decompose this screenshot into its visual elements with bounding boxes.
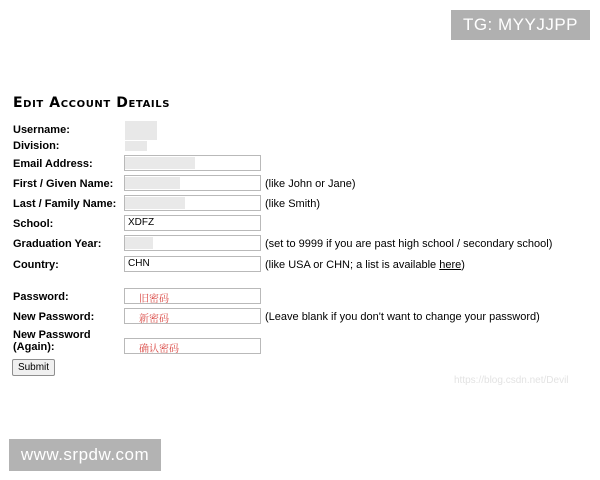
last-name-hint: (like Smith) (265, 198, 321, 210)
username-redacted-value (125, 121, 157, 140)
country-hint-suffix: ) (461, 259, 465, 271)
email-blurred-value (125, 157, 195, 169)
country-label: Country: (13, 259, 59, 271)
username-label: Username: (13, 124, 70, 136)
site-watermark-badge: www.srpdw.com (9, 439, 161, 471)
school-label: School: (13, 218, 54, 230)
new-password-field[interactable]: 新密码 (124, 308, 261, 324)
new-password-label: New Password: (13, 311, 95, 323)
new-password-again-field[interactable]: 确认密码 (124, 338, 261, 354)
new-password-hint: (Leave blank if you don't want to change your password) (265, 311, 540, 323)
blog-watermark: https://blog.csdn.net/Devil (454, 375, 569, 386)
first-name-label: First / Given Name: (13, 178, 114, 190)
new-password-again-label-line2: (Again): (13, 341, 55, 353)
tg-watermark-badge: TG: MYYJJPP (451, 10, 590, 40)
new-password-again-label-line1: New Password (13, 329, 91, 341)
graduation-year-blurred-value (125, 237, 153, 249)
graduation-year-label: Graduation Year: (13, 238, 102, 250)
first-name-hint: (like John or Jane) (265, 178, 356, 190)
email-label: Email Address: (13, 158, 93, 170)
last-name-label: Last / Family Name: (13, 198, 117, 210)
password-label: Password: (13, 291, 69, 303)
division-label: Division: (13, 140, 60, 152)
submit-button[interactable]: Submit (12, 359, 55, 376)
country-hint (265, 259, 465, 272)
division-redacted-value (125, 141, 147, 151)
password-field[interactable]: 旧密码 (124, 288, 261, 304)
country-hint-prefix: (like USA or CHN; a list is available (265, 259, 440, 271)
country-list-link[interactable]: here (439, 259, 462, 271)
last-name-blurred-value (125, 197, 185, 209)
school-field[interactable]: XDFZ (124, 215, 261, 231)
first-name-blurred-value (125, 177, 180, 189)
graduation-year-hint: (set to 9999 if you are past high school / secondary school) (265, 238, 553, 250)
country-field[interactable]: CHN (124, 256, 261, 272)
page-title: Edit Account Details (13, 95, 171, 111)
